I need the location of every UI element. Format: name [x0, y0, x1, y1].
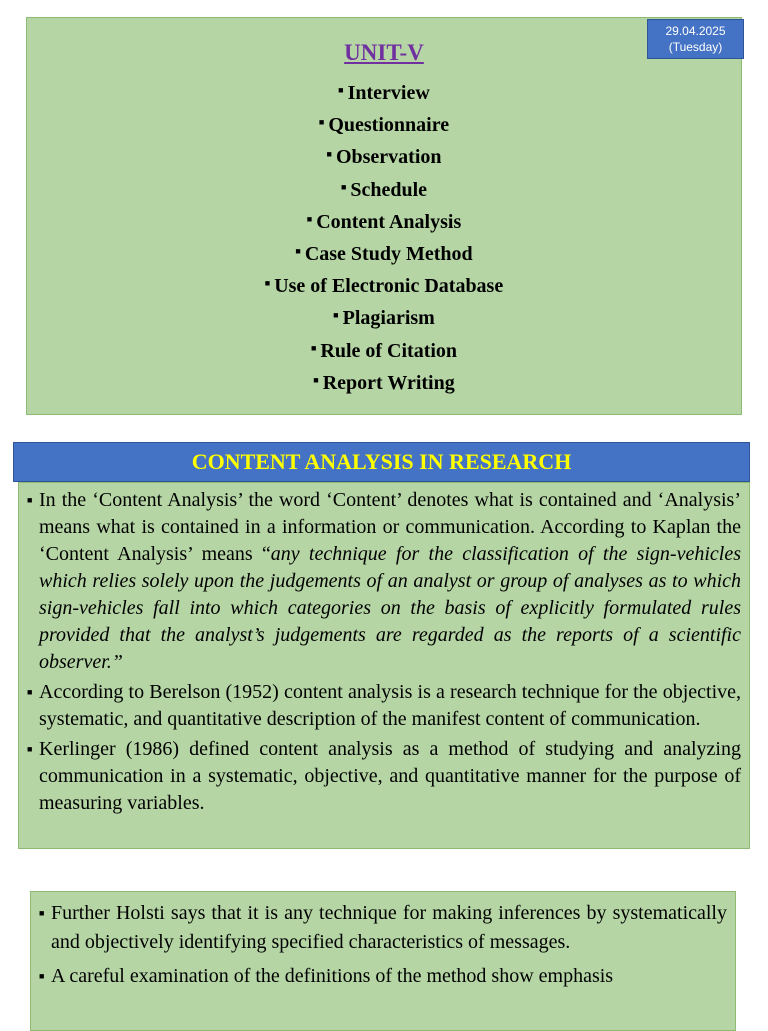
slide-holsti — [30, 891, 736, 1031]
slide-unit-v — [26, 17, 742, 415]
square-bullet-icon: ■ — [39, 971, 45, 981]
unit-title: UNIT-V — [344, 40, 424, 65]
date-badge — [647, 19, 744, 59]
topic-item: ■ Content Analysis — [306, 210, 462, 233]
paragraph-examination: ■ A careful examination of the definitions of the method show emphasis — [39, 962, 727, 991]
day-text: (Tuesday) — [668, 40, 723, 54]
topic-item: ■ Case Study Method — [295, 242, 473, 265]
topic-item: ■ Schedule — [340, 178, 428, 201]
topic-item: ■ Report Writing — [313, 371, 455, 394]
square-bullet-icon: ■ — [338, 85, 344, 95]
topic-item: ■ Rule of Citation — [310, 339, 458, 362]
square-bullet-icon: ■ — [313, 374, 319, 385]
topic-item: ■ Interview — [338, 82, 430, 104]
square-bullet-icon: ■ — [27, 744, 33, 754]
paragraph-kerlinger-definition: ■ Kerlinger (1986) defined content analysis as a method of studying and analyzing communication in a systematic, objective, and quantitative manner for the purpose of measuring variables. — [27, 738, 741, 814]
square-bullet-icon: ■ — [39, 908, 45, 918]
date-text: 29.04.2025 — [665, 24, 726, 38]
square-bullet-icon: ■ — [318, 117, 325, 128]
square-bullet-icon: ■ — [306, 213, 313, 224]
topic-item: ■ Questionnaire — [318, 114, 450, 137]
topic-item: ■ Use of Electronic Database — [264, 275, 504, 298]
kaplan-quote: any technique for the classification of the sign-vehicles which relies solely upon the judgements of an analyst or group of analyses as to which sign-vehicles fall into which categories on the basis of explicitly formulated rules provided that the analyst’s judgements are regarded as the reports of a scientific observer.” — [39, 543, 741, 673]
topic-list — [27, 76, 741, 398]
square-bullet-icon: ■ — [295, 245, 301, 256]
square-bullet-icon: ■ — [27, 687, 33, 697]
paragraph-berelson-definition: ■ According to Berelson (1952) content analysis is a research technique for the objective, systematic, and quantitative description of the manifest content of communication. — [27, 681, 741, 730]
square-bullet-icon: ■ — [333, 310, 339, 321]
square-bullet-icon: ■ — [340, 181, 347, 192]
slide-content-analysis — [18, 482, 750, 849]
paragraph-holsti-definition: ■ Further Holsti says that it is any technique for making inferences by systematically and objectively identifying specified characteristics of messages. — [39, 899, 727, 957]
square-bullet-icon: ■ — [264, 278, 271, 289]
paragraph-kaplan-definition: ■ In the ‘Content Analysis’ the word ‘Content’ denotes what is contained and ‘Analysis’ means what is contained in a information or communication. According to Kaplan the ‘Content Analysis’ means “any technique for the classification of the sign-vehicles which relies solely upon the judgements of an analyst or group of analyses as to which sign-vehicles fall into which categories on the basis of explicitly formulated rules provided that the analyst’s judgements are regarded as the reports of a scientific observer.” — [27, 489, 741, 673]
square-bullet-icon: ■ — [27, 495, 33, 505]
square-bullet-icon: ■ — [326, 149, 332, 160]
square-bullet-icon: ■ — [310, 342, 317, 353]
topic-item: ■ Plagiarism — [333, 307, 435, 330]
content-analysis-heading: CONTENT ANALYSIS IN RESEARCH — [13, 442, 750, 482]
topic-item: ■ Observation — [326, 146, 442, 169]
